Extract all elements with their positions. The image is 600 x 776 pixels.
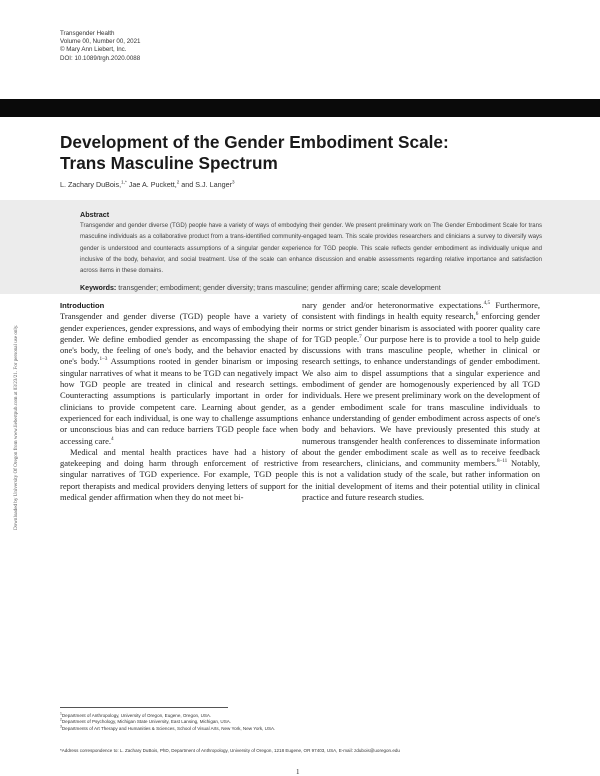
footnote-item: $^1$Department of Anthropology, University of Oregon, Eugene, Oregon, USA. — [60, 711, 212, 718]
affiliation-footnotes — [60, 713, 540, 732]
journal-volume: Volume 00, Number 00, 2021 — [60, 38, 141, 46]
article-title — [60, 132, 540, 173]
keywords — [80, 283, 542, 294]
keywords-list: transgender; embodiment; gender diversity; trans masculine; gender affirming care; scale development — [118, 284, 441, 293]
citation[interactable]: 6 — [475, 311, 479, 318]
keywords-label: Keywords: — [80, 284, 117, 293]
journal-name: Transgender Health — [60, 30, 115, 37]
header-bar — [0, 99, 600, 117]
article-title-line2: Trans Masculine Spectrum — [60, 152, 278, 173]
page-number: 1 — [296, 768, 300, 776]
author-affiliation: 2 — [176, 179, 180, 185]
author-name[interactable]: Jae A. Puckett, — [128, 180, 177, 189]
article-title-line1: Development of the Gender Embodiment Scale: — [60, 132, 449, 152]
citation[interactable]: 1–3 — [99, 356, 108, 363]
body-column-left — [60, 300, 298, 503]
citation[interactable]: 8–11 — [497, 458, 508, 465]
author-list — [60, 180, 235, 189]
paragraph: nary gender and/or heteronormative expectations.$^{4,5}$ Furthermore, consistent with findings in health equity research,$^6$ enforcing gender norms or strict gender binarism is associated with poorer quality care for TGD people.$^7$ Our purpose here is to provide a tool to help guide discussions with trans masculine people, whether in clinical or research settings, to enhance understandings of gender embodiment. We also aim to dispel assumptions that a singular experience and embodiment of gender are homogenously experienced by all TGD individuals. Here we present preliminary work on the development of a gender embodiment scale for trans masculine individuals to enhance understanding of gender embodiment across aspects of one's body and behaviors. We have previously presented this study at numerous transgender health conferences to disseminate information about the gender embodiment scale as well as to receive feedback from researchers, clinicians, and community members.$^{8-11}$ Notably, this is not a validation study of the scale, but rather information on the initial development of items and their potential utility in clinical practice and future research studies. — [302, 300, 541, 503]
body-column-right — [302, 300, 540, 503]
footnote-item: $^3$Departments of Art Therapy and Humanities & Sciences, School of Visual Arts, New York, New York, USA. — [60, 724, 276, 731]
download-watermark: Downloaded by University Of Oregon from www.liebertpub.com at 03/23/21. For personal use only. — [13, 324, 19, 530]
author-affiliation: 3 — [232, 179, 235, 185]
paragraph: Medical and mental health practices have had a history of gatekeeping and doing harm through enforcement of restrictive singular narratives of TGD experience. For example, TGD people report therapists and medical providers denying letters of support for medical gender affirmation when they do not meet bi- — [60, 446, 298, 503]
citation[interactable]: 4 — [110, 435, 114, 442]
author-name[interactable]: and S.J. Langer — [181, 180, 233, 189]
journal-doi[interactable]: DOI: 10.1089/trgh.2020.0088 — [60, 54, 141, 62]
paragraph: Transgender and gender diverse (TGD) people have a variety of gender experiences, gender expressions, and ways of embodying their gender. We define embodied gender as encompassing the shape of one's body, the feeling of one's body, and the behavior enacted by one's body.$^{1-3}$ Assumptions rooted in gender binarism or imposing singular narratives of what it means to be TGD can negatively impact how TGD people are treated in clinical and research settings. Counteracting assumptions is particularly important in order for clinicians to provide competent care. Learning about gender, as experienced for each individual, is one way to challenge assumptions or unconscious bias and can reduce barriers TGD people face when accessing care.$^4$ — [60, 311, 298, 446]
author-name[interactable]: L. Zachary DuBois, — [60, 180, 122, 189]
abstract-heading: Abstract — [80, 210, 110, 219]
journal-copyright: © Mary Ann Liebert, Inc. — [60, 46, 127, 54]
abstract-box — [0, 200, 600, 294]
correspondence-note: *Address correspondence to: L. Zachary DuBois, PhD, Department of Anthropology, University of Oregon, 1218 Eugene, OR 97403, USA, E-mail: zdubois@uoregon.edu — [60, 748, 400, 753]
citation[interactable]: 7 — [359, 334, 362, 341]
citation[interactable]: 4,5 — [483, 300, 491, 307]
abstract-text: Transgender and gender diverse (TGD) people have a variety of ways of embodying their gender. We present preliminary work on The Gender Embodiment Scale for trans masculine individuals as a collaborative product from a trans-identified community-engaged team. This scale provides researchers and clinicians a survey to diversify ways gender is understood and counteracts assumptions of a singular gender experience for TGD people. This scale reflects gender embodiment as individually unique and inclusive of the body, behavior, and social treatment. Use of the scale can enhance discussion and enable assessments regarding relative importance and satisfaction across items in these domains. — [80, 223, 542, 275]
section-heading-introduction: Introduction — [60, 301, 105, 310]
footnote-item: $^2$Department of Psychology, Michigan State University, East Lansing, Michigan, USA. — [60, 717, 232, 725]
journal-meta — [60, 30, 141, 63]
footnote-divider — [60, 707, 228, 708]
author-affiliation: 1,* — [121, 179, 127, 185]
